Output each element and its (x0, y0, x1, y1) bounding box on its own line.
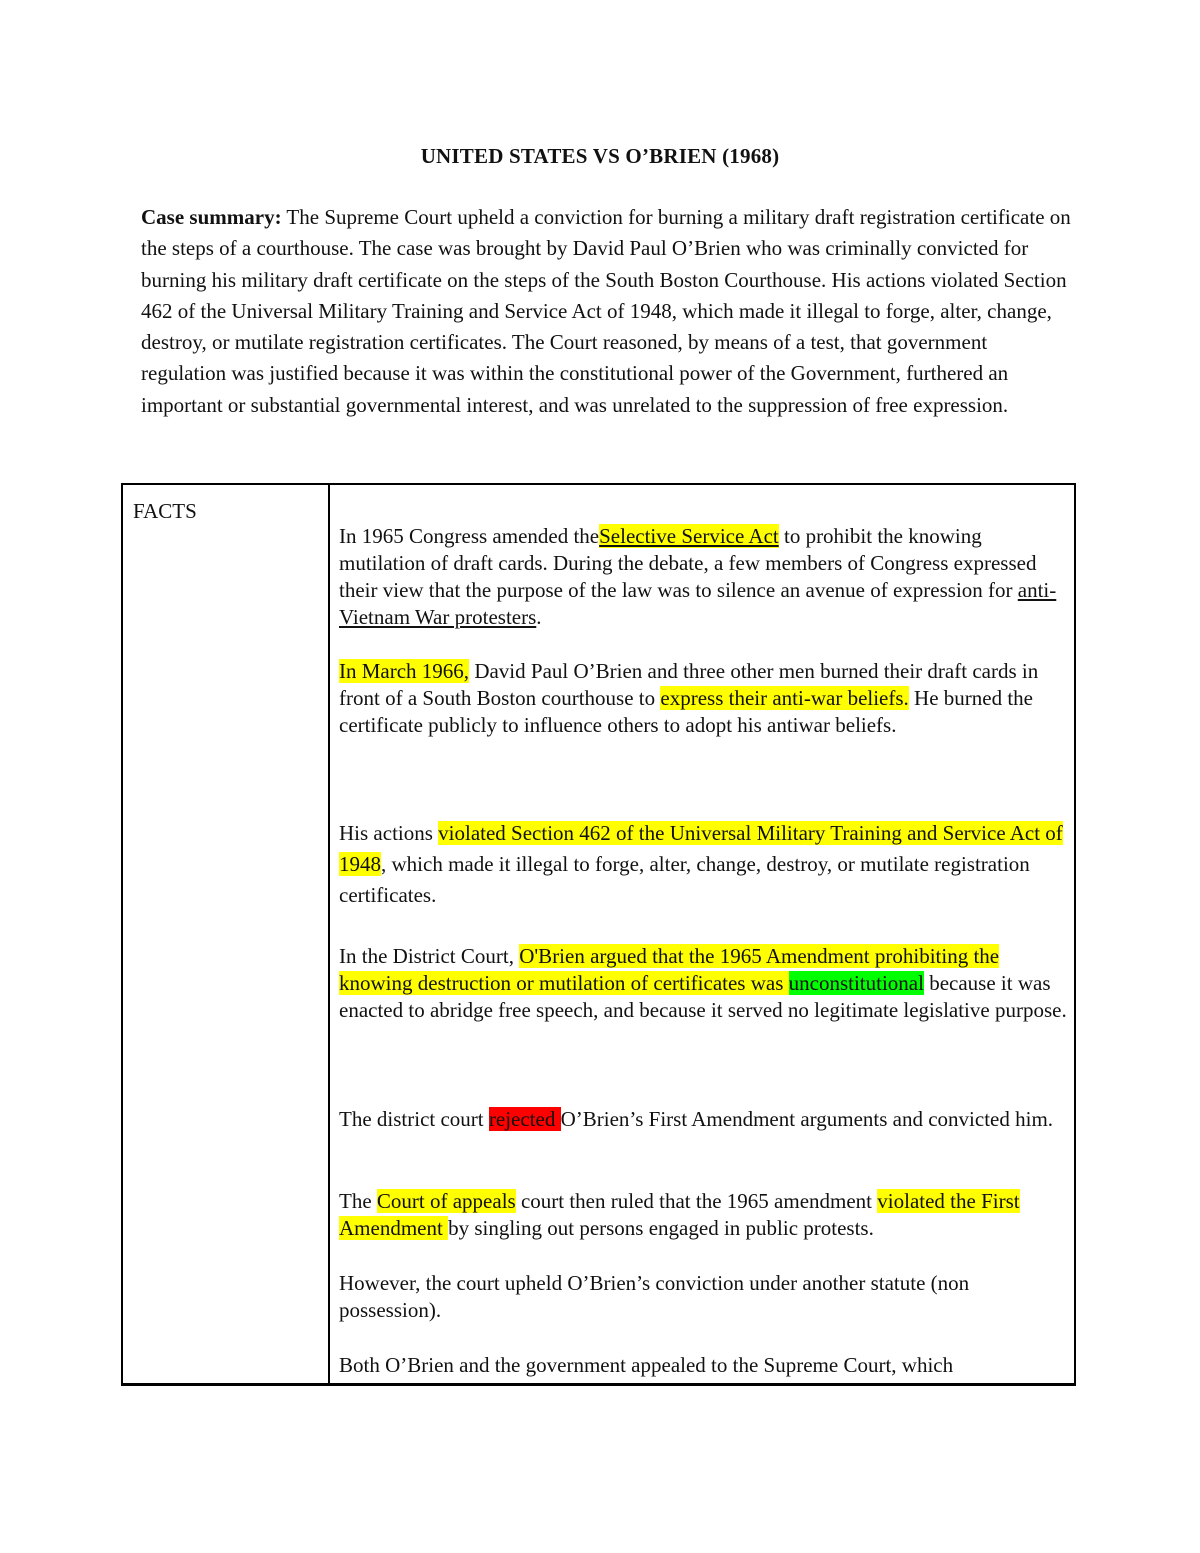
p1-text-a: In 1965 Congress amended the (339, 524, 600, 548)
case-summary-label: Case summary: (141, 205, 282, 229)
p6-text-c: court then ruled that the 1965 amendment (515, 1189, 878, 1213)
column-divider (328, 485, 330, 1383)
p6-text-e: by singling out persons engaged in public protests. (448, 1216, 874, 1240)
document-title: UNITED STATES VS O’BRIEN (1968) (420, 144, 780, 168)
p2-text-d: He burned the certificate publicly to influence others to adopt his antiwar beliefs. (339, 686, 1034, 737)
facts-paragraph-4 (339, 943, 1067, 1024)
p2-text-b: David Paul O’Brien and three other men burned their draft cards in front of a South Boston courthouse to (339, 659, 1039, 710)
case-summary (141, 202, 1076, 421)
p4-text-a: In the District Court, (339, 944, 520, 968)
p1-text-c: to prohibit the knowing mutilation of draft cards. During the debate, a few members of Congress expressed their view that the purpose of the law was to silence an avenue of expression for (339, 524, 1037, 602)
section-462-highlight: violated Section 462 of the Universal Military Training and Service Act of 1948 (339, 821, 1063, 876)
facts-paragraph-5 (339, 1106, 1067, 1133)
facts-label: FACTS (133, 499, 197, 523)
obrien-argument-highlight: O'Brien argued that the 1965 Amendment prohibiting the knowing destruction or mutilation of certificates was (339, 944, 1000, 995)
selective-service-act-highlight: Selective Service Act (599, 524, 779, 548)
facts-paragraph-6 (339, 1188, 1067, 1242)
p5-text-c: O’Brien’s First Amendment arguments and convicted him. (560, 1107, 1054, 1131)
court-of-appeals-highlight: Court of appeals (376, 1189, 516, 1213)
facts-paragraph-2 (339, 658, 1067, 739)
anti-vietnam-protesters-underline: anti-Vietnam War protesters (339, 578, 1057, 629)
facts-table (121, 483, 1076, 1386)
p1-text-e: . (536, 605, 542, 629)
anti-war-beliefs-highlight: express their anti-war beliefs. (660, 686, 909, 710)
rejected-highlight: rejected (488, 1107, 561, 1131)
p3-text-a: His actions (339, 821, 439, 845)
p5-text-a: The district court (339, 1107, 489, 1131)
unconstitutional-highlight: unconstitutional (788, 971, 924, 995)
p6-text-a: The (339, 1189, 377, 1213)
facts-paragraph-7: However, the court upheld O’Brien’s conviction under another statute (non possession). (339, 1271, 970, 1322)
violated-first-amendment-highlight: violated the First Amendment (339, 1189, 1020, 1240)
facts-paragraph-8: Both O’Brien and the government appealed to the Supreme Court, which (339, 1353, 954, 1377)
p4-text-d: because it was enacted to abridge free speech, and because it served no legitimate legislative purpose. (339, 971, 1067, 1022)
facts-paragraph-3 (339, 818, 1067, 911)
case-summary-text: The Supreme Court upheld a conviction for burning a military draft registration certificate on the steps of a courthouse. The case was brought by David Paul O’Brien who was criminally convicted for burning his military draft certificate on the steps of the South Boston Courthouse. His actions violated Section 462 of the Universal Military Training and Service Act of 1948, which made it illegal to forge, alter, change, destroy, or mutilate registration certificates. The Court reasoned, by means of a test, that government regulation was justified because it was within the constitutional power of the Government, furthered an important or substantial governmental interest, and was unrelated to the suppression of free expression. (141, 205, 1071, 417)
facts-paragraph-1 (339, 523, 1067, 631)
march-1966-highlight: In March 1966, (339, 659, 470, 683)
p3-text-c: , which made it illegal to forge, alter, change, destroy, or mutilate registration certificates. (339, 852, 1030, 907)
